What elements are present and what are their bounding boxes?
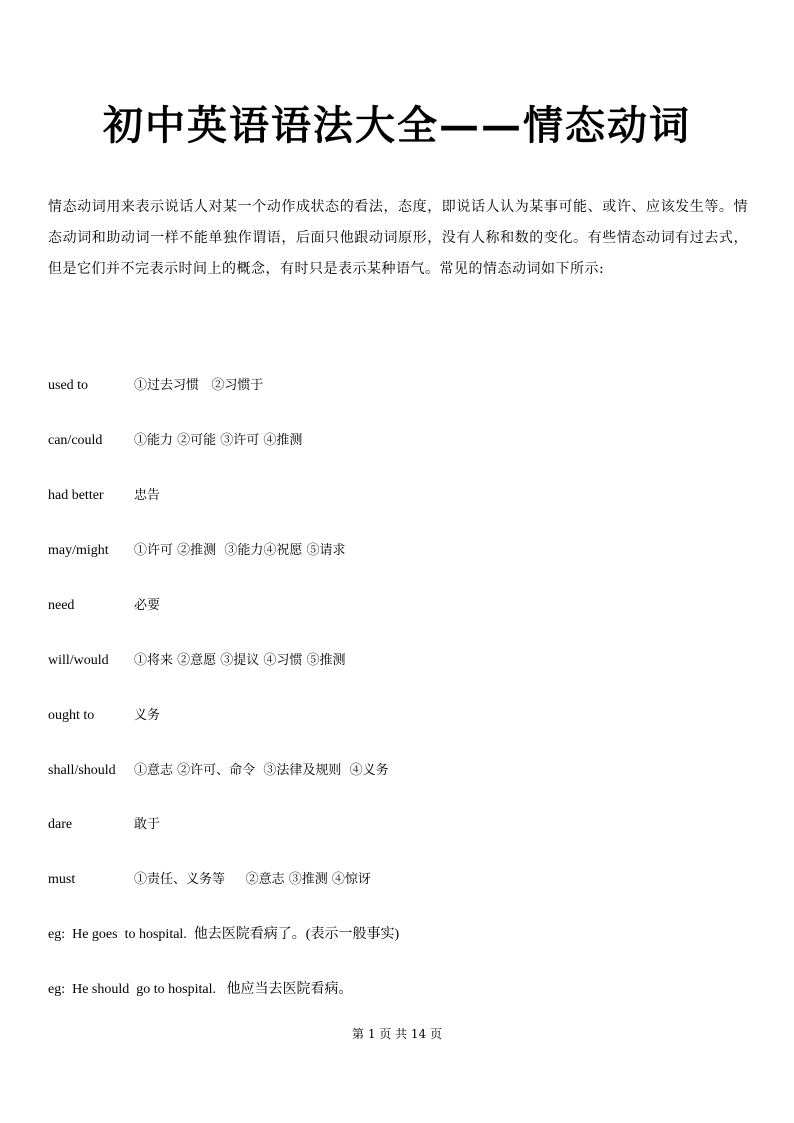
modal-meaning: ①能力 ②可能 ③许可 ④推测 [134, 433, 303, 448]
modal-meaning: ①过去习惯 ②习惯于 [134, 378, 264, 393]
modal-term: ought to [48, 708, 95, 723]
modal-meaning: 义务 [134, 708, 161, 723]
modal-term: shall/should [48, 763, 116, 778]
modal-term: dare [48, 817, 73, 832]
modal-meaning: 必要 [134, 598, 161, 613]
modal-term: must [48, 872, 76, 887]
modal-meaning: ①意志 ②许可、命令 ③法律及规则 ④义务 [134, 763, 389, 778]
page-footer: 第 1 页 共 14 页 [352, 1027, 442, 1041]
modal-term: can/could [48, 433, 103, 448]
modal-meaning: ①责任、义务等 ②意志 ③推测 ④惊讶 [134, 872, 371, 887]
modal-term: may/might [48, 543, 109, 558]
modal-meaning: 忠告 [134, 488, 161, 503]
modal-term: used to [48, 378, 89, 393]
modal-term: need [48, 598, 75, 613]
modal-meaning: ①将来 ②意愿 ③提议 ④习惯 ⑤推测 [134, 653, 346, 668]
modal-term: had better [48, 488, 104, 503]
intro-paragraph: 情态动词用来表示说话人对某一个动作成状态的看法，态度，即说话人认为某事可能、或许、应该发生等。情态动词和助动词一样不能单独作谓语，后面只他跟动词原形，没有人称和数的变化。有些情态动词有过去式，但是它们并不完表示时间上的概念，有时只是表示某种语气。常见的情态动词如下所示: [48, 199, 748, 277]
modal-meaning: ①许可 ②推测 ③能力④祝愿 ⑤请求 [134, 543, 346, 558]
example-sentence: eg: He goes to hospital. 他去医院看病了。(表示一般事实) [48, 927, 400, 942]
modal-meaning: 敢于 [134, 817, 161, 832]
example-sentence: eg: He should go to hospital. 他应当去医院看病。 [48, 982, 353, 997]
page-title: 初中英语语法大全——情态动词 [103, 102, 691, 149]
modal-term: will/would [48, 653, 109, 668]
